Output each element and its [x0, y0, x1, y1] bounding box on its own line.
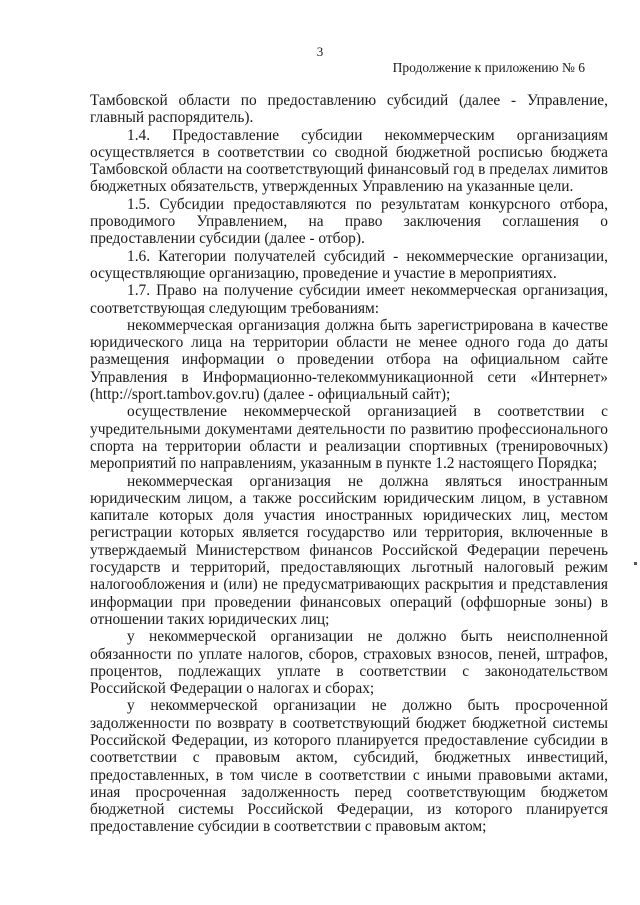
requirement-registration: некоммерческая организация должна быть зарегистрирована в качестве юридического лица на территории области не менее одного года до даты размещения информации о проведении отбора на официальном сайте Управления в Информационно-телекоммуникационной сети «Интернет» (http://sport.tambov.gov.ru) (далее - официальный сайт); — [90, 316, 608, 404]
paragraph-1-4: 1.4. Предоставление субсидии некоммерческим организациям осуществляется в соответствии со сводной бюджетной росписью бюджета Тамбовской области на соответствующий финансовый год в пределах лимитов бюджетных обязательств, утвержденных Управлению на указанные цели. — [90, 126, 608, 196]
requirement-activity: осуществление некоммерческой организацией в соответствии с учредительными документами деятельности по развитию профессионального спорта на территории области и реализации спортивных (тренировочных) мероприятий по направлениям, указанным в пункте 1.2 настоящего Порядка; — [90, 403, 608, 473]
scan-edge-mark — [634, 562, 637, 565]
requirement-not-foreign: некоммерческая организация не должна являться иностранным юридическим лицом, а также российским юридическим лицом, в уставном капитале которых доля участия иностранных юридических лиц, местом регистрации которых является государство или территория, включенные в утверждаемый Министерством финансов Российской Федерации перечень государств и территорий, предоставляющих льготный налоговый режим налогообложения и (или) не предусматривающих раскрытия и представления информации при проведении финансовых операций (оффшорные зоны) в отношении таких юридических лиц; — [90, 472, 608, 628]
paragraph-1-7: 1.7. Право на получение субсидии имеет некоммерческая организация, соответствующая следующим требованиям: — [90, 282, 608, 317]
requirement-no-tax-debt: у некоммерческой организации не должно быть неисполненной обязанности по уплате налогов, сборов, страховых взносов, пеней, штрафов, процентов, подлежащих уплате в соответствии с законодательством Российской Федерации о налогах и сборах; — [90, 628, 608, 698]
page-number: 3 — [316, 44, 324, 59]
paragraph-1-6: 1.6. Категории получателей субсидий - некоммерческие организации, осуществляющие организацию, проведение и участие в мероприятиях. — [90, 247, 608, 282]
requirement-no-budget-debt: у некоммерческой организации не должно быть просроченной задолженности по возврату в соответствующий бюджет бюджетной системы Российской Федерации, из которого планируется предоставление субсидии в соответствии с правовым актом, субсидий, бюджетных инвестиций, предоставленных, в том числе в соответствии с иными правовыми актами, иная просроченная задолженность перед соответствующим бюджетом бюджетной системы Российской Федерации, из которого планируется предоставление субсидии в соответствии с правовым актом; — [90, 697, 608, 836]
paragraph-continuation: Тамбовской области по предоставлению субсидий (далее - Управление, главный распорядитель). — [90, 92, 608, 127]
document-body — [90, 92, 608, 836]
paragraph-1-5: 1.5. Субсидии предоставляются по результатам конкурсного отбора, проводимого Управлением, на право заключения соглашения о предоставлении субсидии (далее - отбор). — [90, 195, 608, 248]
appendix-continuation-note: Продолжение к приложению № 6 — [392, 60, 585, 75]
